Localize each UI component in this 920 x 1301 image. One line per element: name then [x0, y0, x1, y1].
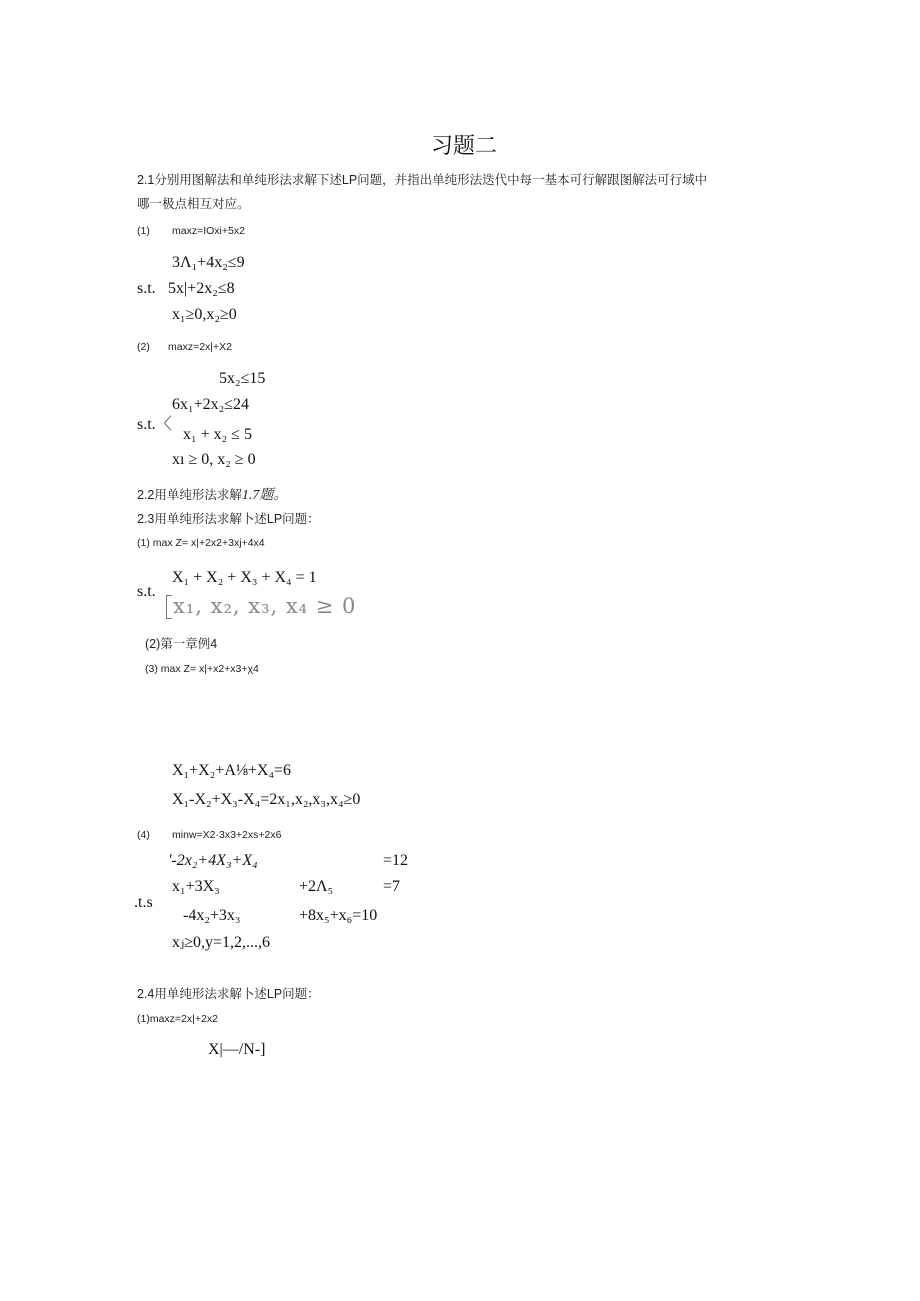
q24-1-constraint-1: X|—/N-] [208, 1041, 266, 1058]
q23-4-row2-rhs: =7 [383, 878, 401, 895]
q2-objective: maxz=2x|+X2 [168, 341, 233, 353]
q1-objective: maxz=IOxi+5x2 [172, 225, 245, 237]
q1-st: s.t. [137, 280, 156, 297]
q23-1-constraint-2: x₁, x₂, x₃, x₄ ≥ 0 [173, 594, 357, 618]
problem-2-1-line2: 哪一极点相互对应。 [137, 197, 250, 211]
q2-label: (2) [137, 341, 150, 353]
q23-1-st: s.t. [137, 583, 156, 600]
q23-4-row4: xⱼ≥0,y=1,2,...,6 [172, 934, 271, 951]
q2-st: s.t.〈 [137, 416, 172, 433]
q1-label: (1) [137, 225, 150, 237]
problem-2-2 [137, 484, 287, 504]
q23-4-st: .t.s [134, 894, 153, 911]
q23-2: (2)第一章例4 [145, 637, 218, 651]
problem-2-2-text: 2.2用单纯形法求解 [137, 488, 242, 502]
q23-3-constraint-2: X₁-X₂+X₃-X₄=2x₁,x₂,x₃,x₄≥0 [172, 791, 361, 808]
q23-4-row3-lhs: -4x₂+3x₃ [183, 907, 241, 924]
problem-2-1-line1: 2.1分别用图解法和单纯形法求解下述LP问题，并指出单纯形法迭代中每一基本可行解跟图解法可行域中 [137, 173, 708, 187]
q23-4-objective: minw=X2·3x3+2xs+2x6 [172, 829, 282, 841]
q2-constraint-2: 6x₁+2x₂≤24 [172, 396, 249, 413]
q2-constraint-4: xı ≥ 0, x₂ ≥ 0 [172, 451, 256, 468]
page-title: 习题二 [431, 133, 498, 158]
q23-4-row3-rest: +8x₅+x₆=10 [299, 907, 378, 924]
problem-2-2-ref: 1.7题。 [241, 488, 288, 503]
q2-constraint-3: x₁ + x₂ ≤ 5 [183, 426, 252, 443]
q23-4-row2-mid: +2Λ₅ [299, 878, 334, 895]
q23-1-constraint-1: X₁ + X₂ + X₃ + X₄ = 1 [172, 569, 317, 586]
q23-1-objective: (1) max Z= x|+2x2+3xj+4x4 [137, 537, 265, 549]
q23-4-row2-lhs: x₁+3X₃ [172, 878, 220, 895]
q1-constraint-1: 3Λ₁+4x₂≤9 [172, 254, 245, 271]
q2-constraint-1: 5x₂≤15 [219, 370, 266, 387]
problem-2-4-heading: 2.4用单纯形法求解卜述LP问题： [137, 987, 320, 1001]
q23-3-constraint-1: X₁+X₂+A⅛+X₄=6 [172, 762, 292, 779]
q24-1-objective: (1)maxz=2x|+2x2 [137, 1013, 218, 1025]
problem-2-3-heading: 2.3用单纯形法求解卜述LP问题： [137, 512, 320, 526]
q23-4-label: (4) [137, 829, 150, 841]
q23-3-objective: (3) max Z= x|+x2+x3+χ4 [145, 663, 259, 675]
q23-4-row1-rhs: =12 [383, 852, 409, 869]
q1-constraint-3: x₁≥0,x₂≥0 [172, 306, 237, 323]
brace-icon [166, 595, 172, 619]
q1-constraint-2: 5x|+2x₂≤8 [168, 280, 235, 297]
q23-4-row1-lhs: '-2x₂+4X₃+X₄ [168, 852, 258, 869]
